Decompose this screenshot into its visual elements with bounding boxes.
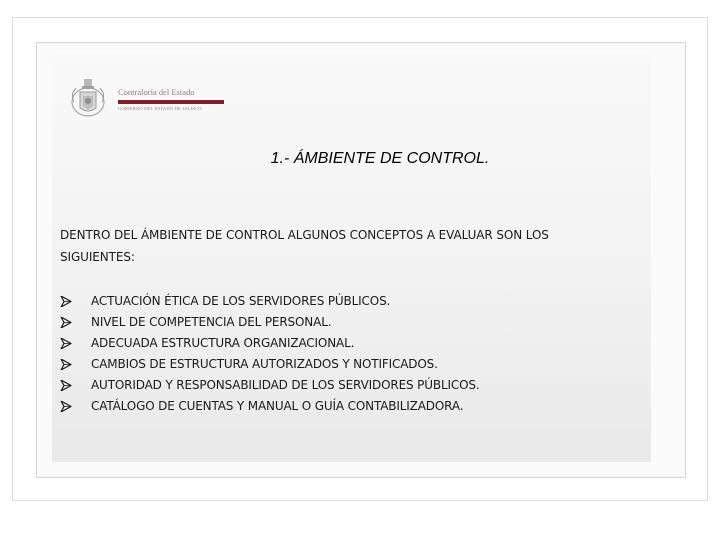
state-seal-icon	[66, 76, 110, 120]
arrowhead-bullet-icon	[60, 401, 72, 412]
list-item-text: CATÁLOGO DE CUENTAS Y MANUAL O GUÍA CONTABILIZADORA.	[91, 399, 464, 413]
list-item-text: AUTORIDAD Y RESPONSABILIDAD DE LOS SERVIDORES PÚBLICOS.	[91, 378, 480, 392]
arrowhead-bullet-icon	[60, 296, 72, 307]
list-item-text: ACTUACIÓN ÉTICA DE LOS SERVIDORES PÚBLICOS.	[91, 294, 391, 308]
list-item-text: ADECUADA ESTRUCTURA ORGANIZACIONAL.	[91, 336, 355, 350]
slide-title-row	[52, 150, 651, 168]
header-logo	[66, 76, 226, 126]
intro-paragraph: DENTRO DEL ÁMBIENTE DE CONTROL ALGUNOS CONCEPTOS A EVALUAR SON LOS SIGUIENTES:	[60, 228, 549, 264]
slide-title: 1.- ÁMBIENTE DE CONTROL.	[270, 150, 490, 167]
list-item-text: CAMBIOS DE ESTRUCTURA AUTORIZADOS Y NOTIFICADOS.	[91, 357, 438, 371]
arrowhead-bullet-icon	[60, 380, 72, 391]
list-item-text: NIVEL DE COMPETENCIA DEL PERSONAL.	[91, 315, 332, 329]
org-subtitle: GOBIERNO DEL ESTADO DE JALISCO	[118, 106, 202, 111]
arrowhead-bullet-icon	[60, 359, 72, 370]
org-name: Contraloría del Estado	[118, 87, 195, 97]
arrowhead-bullet-icon	[60, 317, 72, 328]
arrowhead-bullet-icon	[60, 338, 72, 349]
org-accent-bar	[118, 100, 224, 104]
